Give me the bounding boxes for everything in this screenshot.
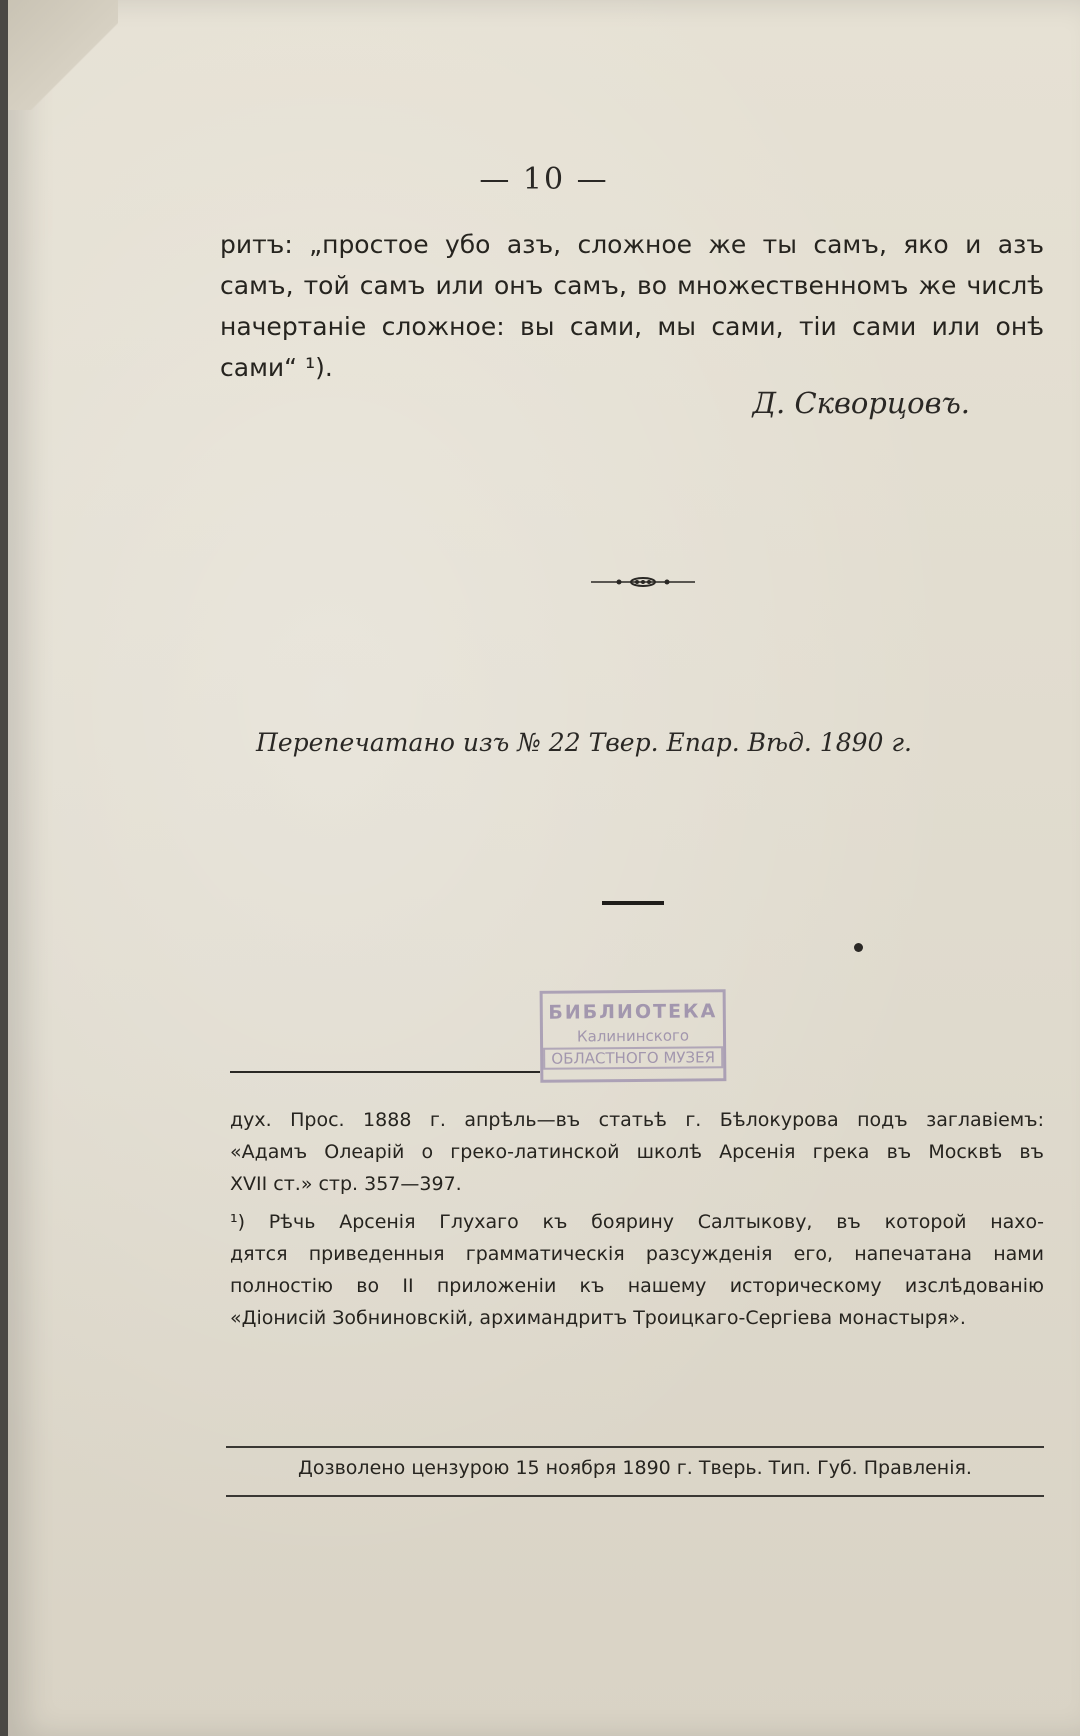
footnote-line: «Адамъ Олеарій о греко-латинской школѣ Арсенія грека въ Москвѣ въ bbox=[230, 1141, 1044, 1163]
footnote-line: дух. Прос. 1888 г. апрѣль—въ статьѣ г. Бѣлокурова подъ заглавіемъ: bbox=[230, 1109, 1044, 1131]
footnote-line: дятся приведенныя грамматическія разсужденія его, напечатана нами bbox=[230, 1243, 1044, 1265]
reprint-note: Перепечатано изъ № 22 Твер. Епар. Вѣд. 1890 г. bbox=[256, 728, 912, 757]
body-text bbox=[220, 224, 1044, 388]
body-line: начертаніе сложное: вы сами, мы сами, тіи сами или онѣ bbox=[220, 312, 1044, 341]
ink-dot bbox=[854, 943, 863, 952]
author-signature: Д. Скворцовъ. bbox=[752, 386, 970, 420]
footnote-line: XVII ст.» стр. 357—397. bbox=[230, 1173, 462, 1195]
censorship-rule-top bbox=[226, 1446, 1044, 1448]
stamp-line: БИБЛИОТЕКА bbox=[548, 1000, 718, 1024]
body-line: сами“ ¹). bbox=[220, 353, 333, 382]
footnote-rule bbox=[230, 1071, 540, 1073]
body-line: самъ, той самъ или онъ самъ, во множественномъ же числѣ bbox=[220, 271, 1044, 300]
footnotes bbox=[230, 1104, 1044, 1334]
footnote-line: полностію во II приложеніи къ нашему историческому изслѣдованію bbox=[230, 1275, 1044, 1297]
footnote-line: «Діонисій Зобниновскій, архимандритъ Троицкаго-Сергіева монастыря». bbox=[230, 1307, 966, 1329]
ornament-divider-icon bbox=[591, 576, 695, 588]
censorship-rule-bottom bbox=[226, 1495, 1044, 1497]
body-line: ритъ: „простое убо азъ, сложное же ты самъ, яко и азъ bbox=[220, 230, 1044, 259]
censorship-note: Дозволено цензурою 15 ноября 1890 г. Тверь. Тип. Губ. Правленія. bbox=[298, 1457, 972, 1479]
library-stamp bbox=[540, 989, 727, 1083]
footnote-line: ¹) Рѣчь Арсенія Глухаго къ боярину Салтыкову, въ которой нахо- bbox=[230, 1211, 1044, 1233]
stamp-line: Калининского bbox=[576, 1026, 690, 1046]
folded-corner bbox=[8, 0, 118, 110]
document-page bbox=[8, 0, 1080, 1736]
page-number: — 10 — bbox=[479, 162, 609, 197]
stamp-line: ОБЛАСТНОГО МУЗЕЯ bbox=[543, 1046, 723, 1070]
short-separator bbox=[602, 901, 664, 905]
